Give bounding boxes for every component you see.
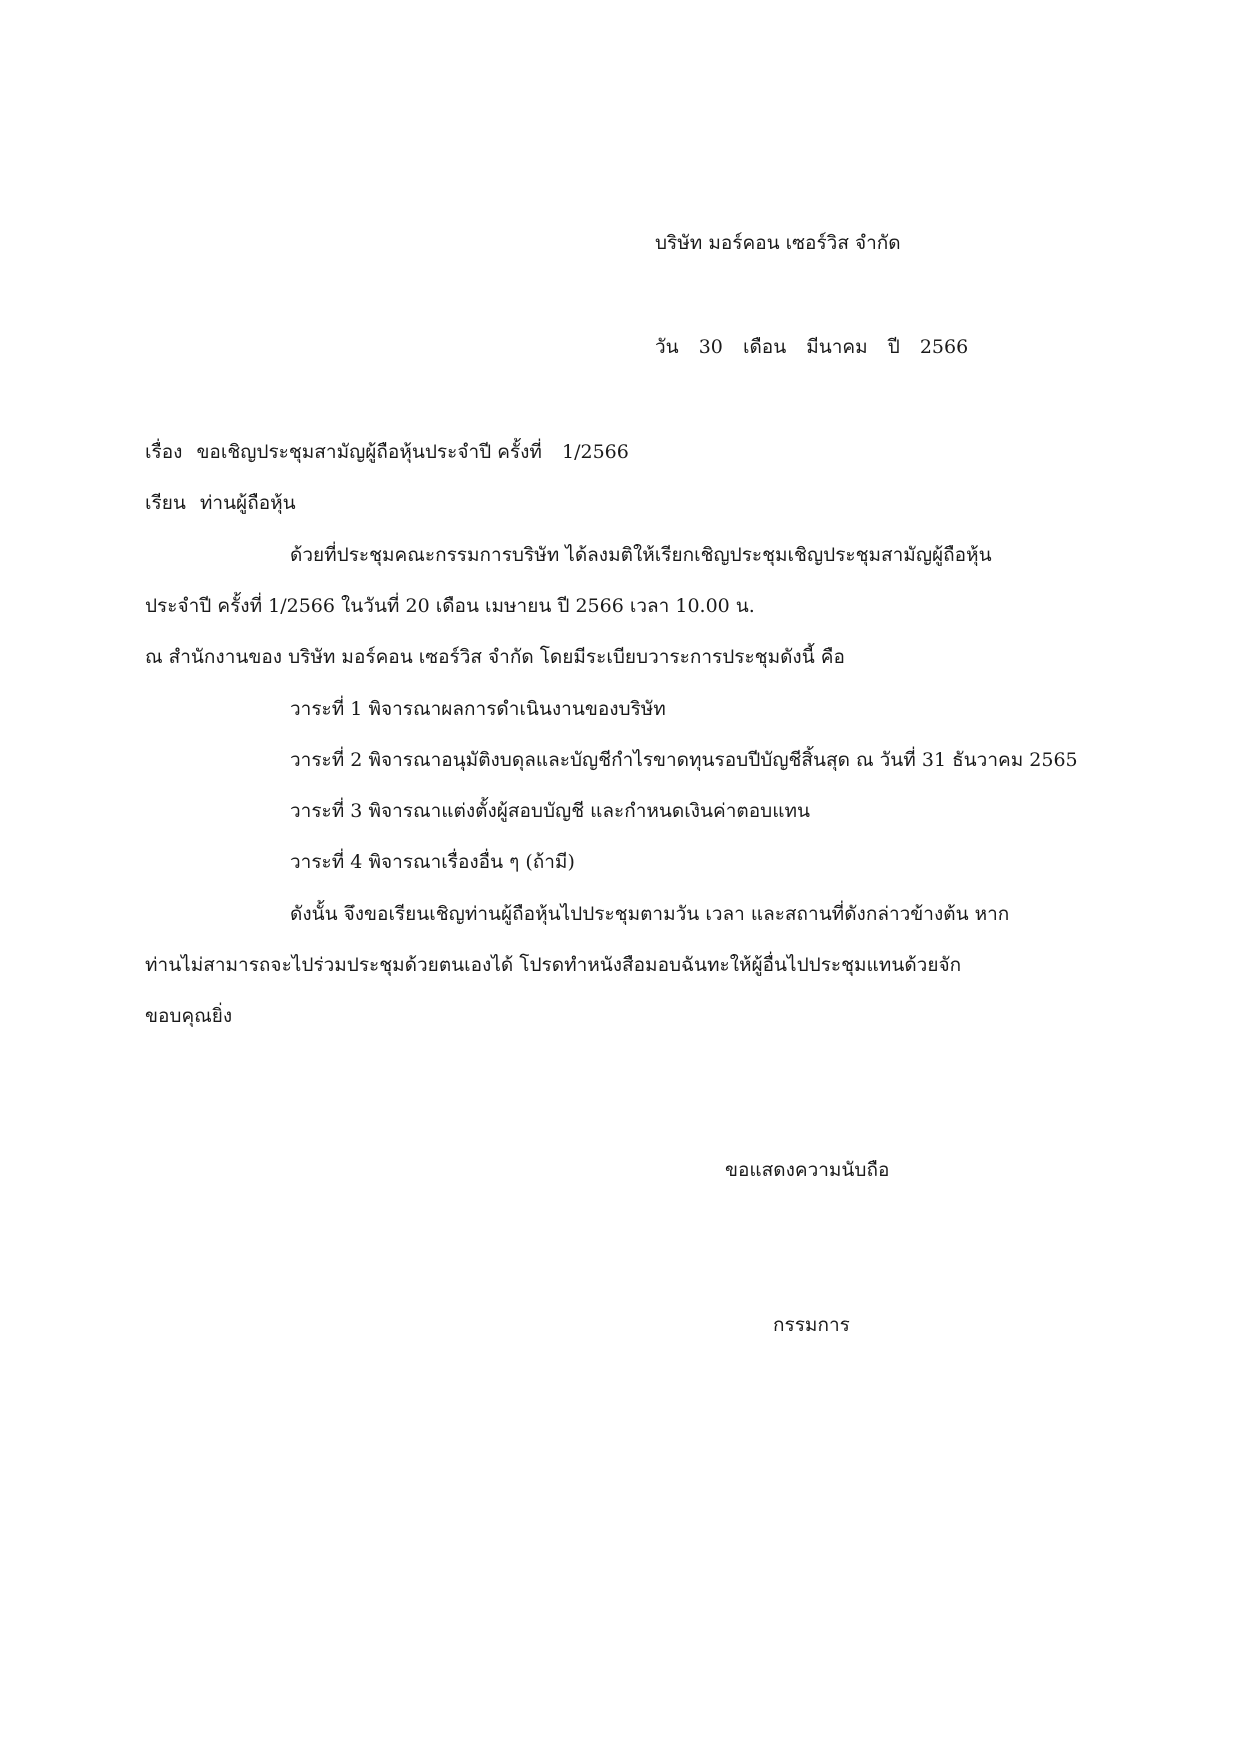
body-paragraph-2-line-1: ดังนั้น จึงขอเรียนเชิญท่านผู้ถือหุ้นไปประชุมตามวัน เวลา และสถานที่ดังกล่าวข้างต้น หาก (290, 903, 1010, 925)
date-year-label: ปี (887, 336, 900, 358)
body-paragraph-2-line-3: ขอบคุณยิ่ง (145, 1005, 233, 1027)
agenda-item-1: วาระที่ 1 พิจารณาผลการดำเนินงานของบริษัท (290, 698, 666, 720)
closing-salutation: ขอแสดงความนับถือ (725, 1159, 890, 1181)
company-name: บริษัท มอร์คอน เซอร์วิส จำกัด (655, 232, 901, 254)
body-paragraph-1-line-2: ประจำปี ครั้งที่ 1/2566 ในวันที่ 20 เดือน เมษายน ปี 2566 เวลา 10.00 น. (145, 595, 755, 617)
date-day-label: วัน (655, 336, 679, 358)
signatory-title: กรรมการ (773, 1314, 850, 1336)
date-month: มีนาคม (806, 336, 868, 358)
body-paragraph-2-line-2: ท่านไม่สามารถจะไปร่วมประชุมด้วยตนเองได้ โปรดทำหนังสือมอบฉันทะให้ผู้อื่นไปประชุมแทนด้วยจัก (145, 954, 962, 976)
body-paragraph-1-line-1: ด้วยที่ประชุมคณะกรรมการบริษัท ได้ลงมติให้เรียกเชิญประชุมเชิญประชุมสามัญผู้ถือหุ้น (290, 544, 992, 566)
recipient-text: ท่านผู้ถือหุ้น (199, 492, 296, 514)
subject-line (145, 439, 629, 465)
letter-date (655, 334, 968, 360)
agenda-item-2: วาระที่ 2 พิจารณาอนุมัติงบดุลและบัญชีกำไรขาดทุนรอบปีบัญชีสิ้นสุด ณ วันที่ 31 ธันวาคม 2565 (290, 749, 1078, 771)
agenda-item-3: วาระที่ 3 พิจารณาแต่งตั้งผู้สอบบัญชี และกำหนดเงินค่าตอบแทน (290, 800, 810, 822)
body-paragraph-1-line-3: ณ สำนักงานของ บริษัท มอร์คอน เซอร์วิส จำกัด โดยมีระเบียบวาระการประชุมดังนี้ คือ (145, 646, 845, 668)
agenda-item-4: วาระที่ 4 พิจารณาเรื่องอื่น ๆ (ถ้ามี) (290, 851, 575, 873)
subject-label: เรื่อง (145, 441, 183, 463)
subject-number: 1/2566 (561, 441, 629, 463)
recipient-line (145, 490, 296, 516)
date-year: 2566 (919, 336, 969, 358)
recipient-label: เรียน (145, 492, 186, 514)
date-month-label: เดือน (742, 336, 787, 358)
subject-text: ขอเชิญประชุมสามัญผู้ถือหุ้นประจำปี ครั้งที่ (196, 441, 542, 463)
date-day: 30 (698, 336, 723, 358)
